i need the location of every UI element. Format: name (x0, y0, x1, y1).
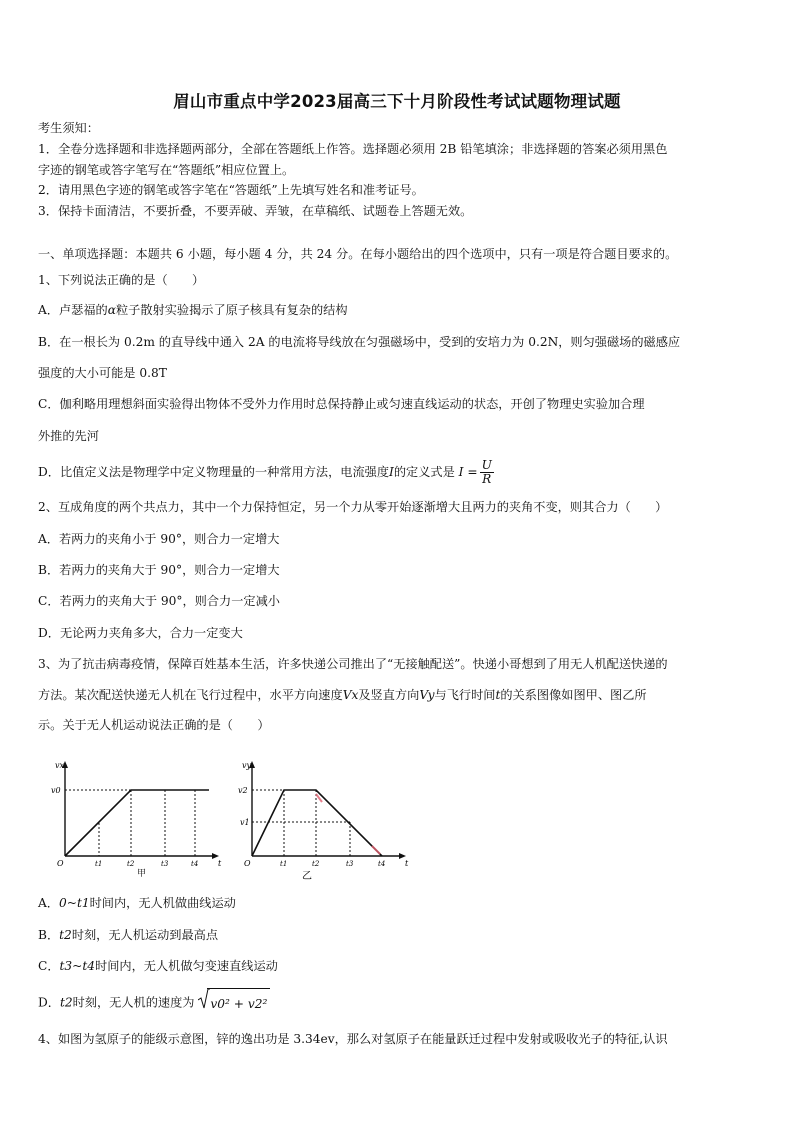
q3-c-text: 时间内，无人机做匀变速直线运动 (95, 959, 278, 973)
q3-line2-mid: 及竖直方向 (358, 688, 420, 702)
formula-denominator: R (482, 472, 492, 486)
q1-option-a (38, 302, 758, 318)
notice-item-1-cont: 字迹的钢笔或答字笔写在“答题纸”相应位置上。 (38, 163, 295, 177)
xlabel: t (218, 859, 222, 868)
v2-label: v2 (238, 786, 248, 795)
q3-option-a: A．0~t1时间内，无人机做曲线运动 (38, 896, 236, 910)
sqrt-formula (198, 988, 270, 1018)
tick-t3: t3 (161, 860, 169, 868)
section-heading: 一、单项选择题：本题共 6 小题，每小题 4 分，共 24 分。在每小题给出的四个选项中，只有一项是符合题目要求的。 (38, 247, 678, 261)
tick-t1: t1 (95, 860, 103, 868)
q3-line2-post: 的关系图像如图甲、图乙所 (500, 688, 647, 702)
q3-d-var: t2 (59, 995, 73, 1010)
q3-line2-mid2: 与飞行时间 (434, 688, 496, 702)
caption-yi: 乙 (302, 871, 312, 882)
q3-stem-line1: 3、为了抗击病毒疫情，保障百姓基本生活，许多快递公司推出了“无接触配送”。快递小哥想到了用无人机配送快递的 (38, 657, 668, 671)
notice-heading: 考生须知： (38, 121, 99, 135)
q3-b-text: 时刻，无人机运动到最高点 (71, 928, 219, 942)
q3-line2-pre: 方法。某次配送快递无人机在飞行过程中，水平方向速度 (38, 688, 343, 702)
q2-option-b: B．若两力的夹角大于 90°，则合力一定增大 (38, 563, 280, 577)
sqrt-radicand: v0² + v2² (207, 988, 270, 1018)
q1-a-pre: A．卢瑟福的 (38, 303, 108, 317)
page-title: 眉山市重点中学2023届高三下十月阶段性考试试题物理试题 (173, 92, 621, 111)
notice-item-2: 2．请用黑色字迹的钢笔或答字笔在“答题纸”上先填写姓名和准考证号。 (38, 183, 424, 197)
q3-d-text: 时刻，无人机的速度为 (72, 995, 195, 1010)
origin-label: O (57, 859, 64, 868)
q2-option-c: C．若两力的夹角大于 90°，则合力一定减小 (38, 594, 280, 608)
v0-label: v0 (51, 786, 61, 795)
alpha-symbol: α (107, 303, 116, 317)
tick-t2: t2 (312, 860, 320, 868)
formula-fraction (480, 459, 494, 486)
q1-stem: 1、下列说法正确的是（ ） (38, 273, 205, 287)
q1-option-c: C．伽利略用理想斜面实验得出物体不受外力作用时总保持静止或匀速直线运动的状态，开创了物理史实验加合理 (38, 397, 645, 411)
q3-option-d: D．t2时刻，无人机的速度为 v0² + v2² (38, 988, 758, 1018)
q3-stem-line3: 示。关于无人机运动说法正确的是（ ） (38, 718, 270, 732)
ylabel: vy (242, 761, 252, 770)
q1-d-mid: 的定义式是 (393, 465, 455, 479)
q1-option-b-cont: 强度的大小可能是 0.8T (38, 366, 167, 380)
q2-stem: 2、互成角度的两个共点力，其中一个力保持恒定，另一个力从零开始逐渐增大且两力的夹角不变，则其合力（ ） (38, 500, 668, 514)
ylabel: vx (55, 761, 65, 770)
notice-item-3: 3．保持卡面清洁，不要折叠，不要弄破、弄皱，在草稿纸、试题卷上答题无效。 (38, 204, 473, 218)
t-var: t (495, 688, 501, 702)
v1-label: v1 (240, 818, 250, 827)
graph-yi (232, 758, 412, 883)
q3-option-c: C．t3~t4时间内，无人机做匀变速直线运动 (38, 959, 278, 973)
xlabel: t (405, 859, 409, 868)
q4-stem: 4、如图为氢原子的能级示意图，锌的逸出功是 3.34ev，那么对氢原子在能量跃迁过程中发射或吸收光子的特征,认识 (38, 1032, 668, 1046)
q3-a-text: 时间内，无人机做曲线运动 (89, 896, 236, 910)
tick-t2: t2 (127, 860, 135, 868)
q3-a-var: 0~t1 (59, 896, 90, 910)
tick-t4: t4 (378, 860, 386, 868)
q3-stem-line2 (38, 687, 758, 703)
tick-t1: t1 (280, 860, 288, 868)
caption-jia: 甲 (137, 869, 147, 878)
q1-option-b: B．在一根长为 0.2m 的直导线中通入 2A 的电流将导线放在匀强磁场中，受到的安培力为 0.2N，则匀强磁场的磁感应 (38, 335, 681, 349)
tick-t3: t3 (346, 860, 354, 868)
q3-option-b: B．t2时刻，无人机运动到最高点 (38, 928, 219, 942)
q3-b-var: t2 (59, 928, 72, 942)
q1-option-d (38, 455, 758, 489)
vy-var: Vy (419, 688, 435, 702)
q2-option-d: D．无论两力夹角多大，合力一定变大 (38, 626, 243, 640)
vx-line (65, 790, 209, 856)
q1-option-c-cont: 外推的先河 (38, 429, 99, 443)
q3-c-var: t3~t4 (59, 959, 96, 973)
vy-line (252, 790, 382, 856)
q1-d-var: I (389, 465, 394, 479)
formula-numerator: U (481, 458, 492, 472)
vx-var: Vx (342, 688, 359, 702)
q1-a-post: 粒子散射实验揭示了原子核具有复杂的结构 (115, 303, 348, 317)
notice-item-1: 1．全卷分选择题和非选择题两部分，全部在答题纸上作答。选择题必须用 2B 铅笔填涂；非选择题的答案必须用黑色 (38, 142, 668, 156)
origin-label: O (244, 859, 251, 868)
formula-lhs: I = (458, 465, 478, 479)
q2-option-a: A．若两力的夹角小于 90°，则合力一定增大 (38, 532, 280, 546)
graph-jia (45, 758, 225, 878)
q1-d-pre: D．比值定义法是物理学中定义物理量的一种常用方法，电流强度 (38, 465, 390, 479)
tick-t4: t4 (191, 860, 199, 868)
